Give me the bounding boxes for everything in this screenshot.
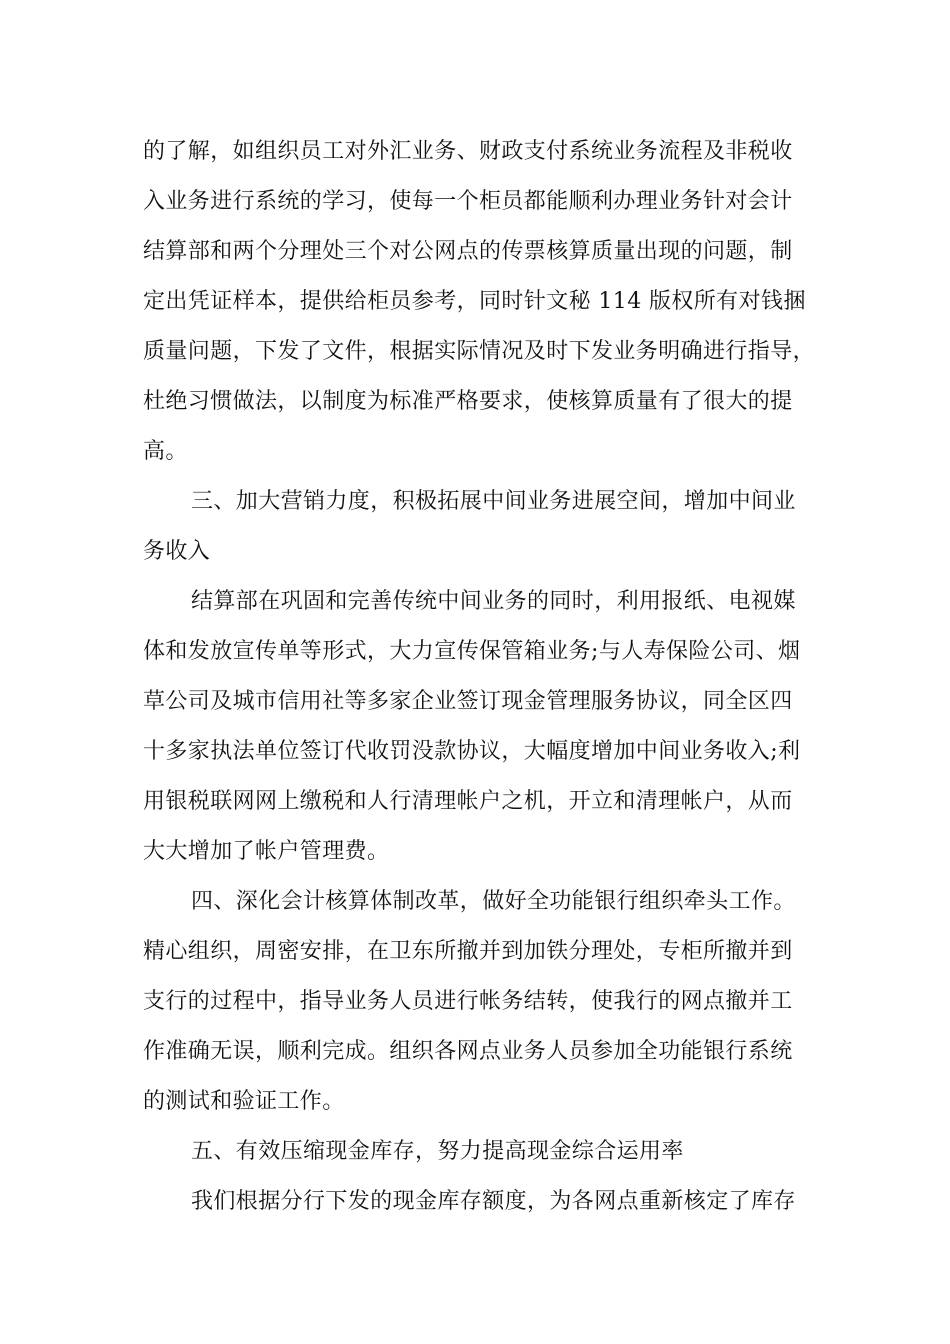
text-line: 十多家执法单位签订代收罚没款协议，大幅度增加中间业务收入;利 [143,739,801,764]
text-line: 入业务进行系统的学习，使每一个柜员都能顺利办理业务针对会计 [143,189,793,214]
text-line: 精心组织，周密安排，在卫东所撤并到加铁分理处，专柜所撤并到 [143,939,793,964]
text-line: 的测试和验证工作。 [143,1089,345,1114]
text-line: 结算部在巩固和完善传统中间业务的同时，利用报纸、电视媒 [191,589,796,614]
text-line: 我们根据分行下发的现金库存额度，为各网点重新核定了库存 [191,1189,796,1214]
section-heading: 三、加大营销力度，积极拓展中间业务进展空间，增加中间业 [191,489,796,514]
text-line: 作准确无误，顺利完成。组织各网点业务人员参加全功能银行系统 [143,1039,793,1064]
text-line: 大大增加了帐户管理费。 [143,839,390,864]
text-line: 的了解，如组织员工对外汇业务、财政支付系统业务流程及非税收 [143,139,793,164]
section-heading: 四、深化会计核算体制改革，做好全功能银行组织牵头工作。 [191,889,796,914]
section-heading-cont: 务收入 [143,539,211,564]
text-line: 高。 [143,439,188,464]
section-heading: 五、有效压缩现金库存，努力提高现金综合运用率 [191,1139,684,1164]
text-line: 结算部和两个分理处三个对公网点的传票核算质量出现的问题，制 [143,239,793,264]
text-line: 定出凭证样本，提供给柜员参考，同时针文秘 114 版权所有对钱捆 [143,289,806,314]
text-line: 体和发放宣传单等形式，大力宣传保管箱业务;与人寿保险公司、烟 [143,639,801,664]
text-line: 草公司及城市信用社等多家企业签订现金管理服务协议，同全区四 [143,689,793,714]
text-line: 杜绝习惯做法，以制度为标准严格要求，使核算质量有了很大的提 [143,389,793,414]
text-line: 用银税联网网上缴税和人行清理帐户之机，开立和清理帐户，从而 [143,789,793,814]
text-line: 质量问题，下发了文件，根据实际情况及时下发业务明确进行指导， [143,339,816,364]
text-line: 支行的过程中，指导业务人员进行帐务结转，使我行的网点撤并工 [143,989,793,1014]
